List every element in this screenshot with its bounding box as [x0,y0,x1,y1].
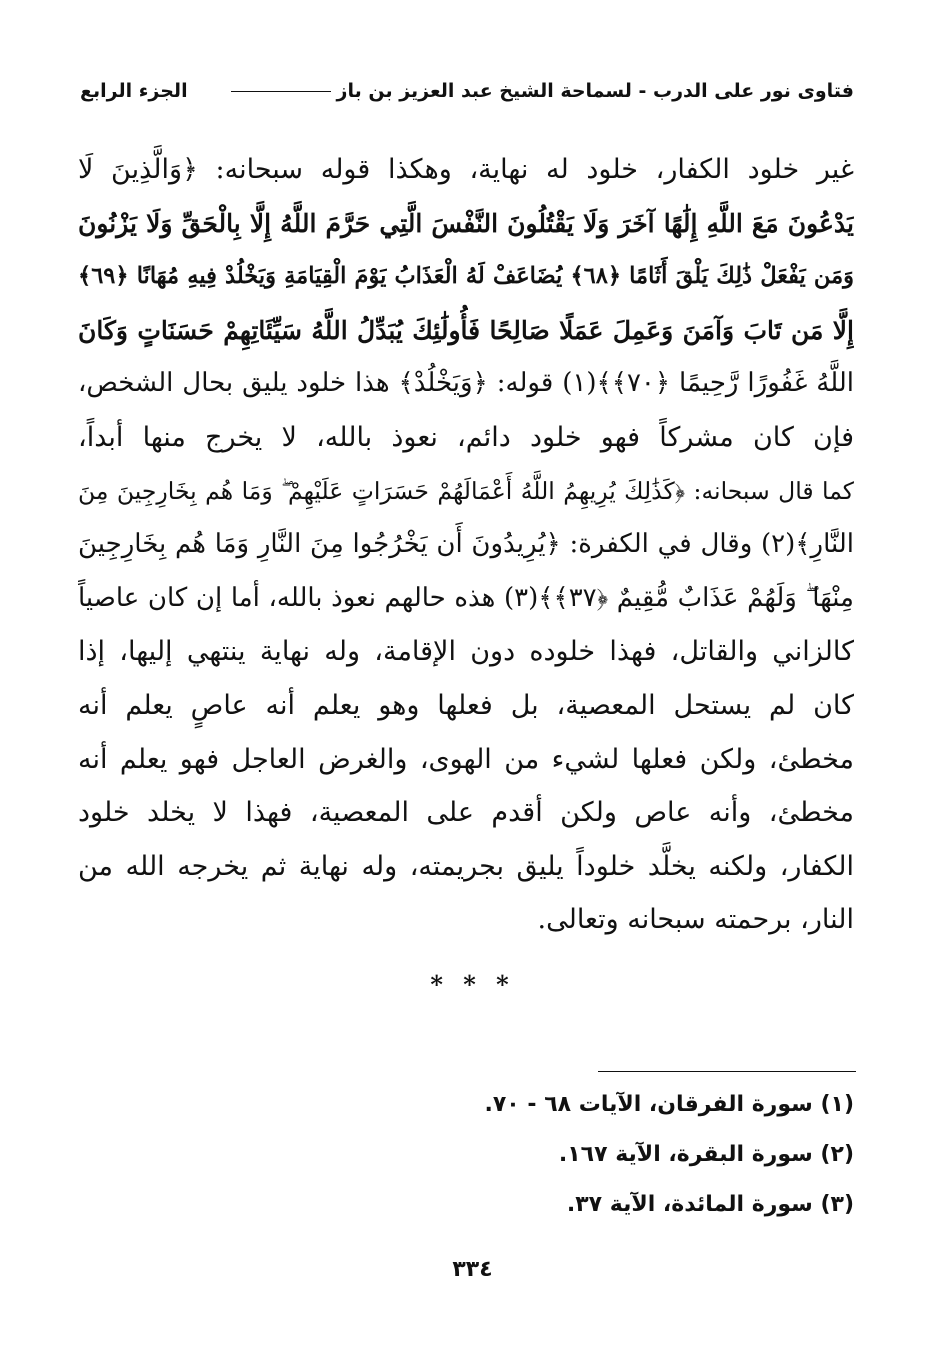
section-separator: * * * [430,970,515,999]
text-line: يَدْعُونَ مَعَ اللَّهِ إِلَٰهًا آخَرَ وَلَا يَقْتُلُونَ النَّفْسَ الَّتِي حَرَّمَ اللَّهُ إِلَّا بِالْحَقِّ وَلَا يَزْنُونَ [78,208,854,238]
main-text [78,143,854,947]
text-line: مخطئ، ولكن فعلها لشيء من الهوى، والغرض العاجل فهو يعلم أنه [78,743,854,775]
text-line: فإن كان مشركاً فهو خلود دائم، نعوذ بالله، لا يخرج منها أبداً، [78,421,854,453]
footnote: (٣) سورة المائدة، الآية ٣٧. [566,1192,854,1217]
text-line: كان لم يستحل المعصية، بل فعلها وهو يعلم أنه عاصٍ يعلم أنه [78,689,854,721]
book-title: فتاوى نور على الدرب - لسماحة الشيخ عبد العزيز بن باز [225,80,854,102]
text-line: مِنْهَا ۖ وَلَهُمْ عَذَابٌ مُّقِيمٌ ﴿٣٧﴾﴾(٣) هذه حالهم نعوذ بالله، أما إن كان عاصياً [78,582,854,613]
footnote: (١) سورة الفرقان، الآيات ٦٨ - ٧٠. [484,1092,854,1117]
text-line: مخطئ، وأنه عاص ولكن أقدم على المعصية، فهذا لا يخلد خلود [78,797,854,829]
text-line: إِلَّا مَن تَابَ وَآمَنَ وَعَمِلَ عَمَلًا صَالِحًا فَأُولَٰئِكَ يُبَدِّلُ اللَّهُ سَيِّئَاتِهِمْ حَسَنَاتٍ وَكَانَ [78,315,854,345]
text-line: كما قال سبحانه: ﴿كَذَٰلِكَ يُرِيهِمُ اللَّهُ أَعْمَالَهُمْ حَسَرَاتٍ عَلَيْهِمْ ۖ وَمَا هُم بِخَارِجِينَ مِنَ [78,476,854,505]
footnotes [78,1080,854,1230]
text-line: اللَّهُ غَفُورًا رَّحِيمًا ﴿٧٠﴾﴾(١) قوله: ﴿وَيَخْلُدْ﴾ هذا خلود يليق بحال الشخص، [78,368,854,399]
text-line: الكفار، ولكنه يخلَّد خلوداً يليق بجريمته، وله نهاية ثم يخرجه الله من [78,850,854,882]
text-line: النَّارِ﴾(٢) وقال في الكفرة: ﴿يُرِيدُونَ أَن يَخْرُجُوا مِنَ النَّارِ وَمَا هُم بِخَارِجِينَ [78,529,854,560]
text-line: غير خلود الكفار، خلود له نهاية، وهكذا قوله سبحانه: ﴿وَالَّذِينَ لَا [78,154,854,185]
text-line: وَمَن يَفْعَلْ ذَٰلِكَ يَلْقَ أَثَامًا ﴿٦٨﴾ يُضَاعَفْ لَهُ الْعَذَابُ يَوْمَ الْقِيَامَةِ وَيَخْلُدْ فِيهِ مُهَانًا ﴿٦٩﴾ [78,263,854,290]
footnote-rule [598,1071,856,1072]
footnote: (٢) سورة البقرة، الآية ١٦٧. [558,1142,854,1167]
part-label: الجزء الرابع [80,80,188,102]
text-line: النار، برحمته سبحانه وتعالى. [537,904,854,936]
header-rule [231,91,331,92]
text-line: كالزاني والقاتل، فهذا خلوده دون الإقامة، وله نهاية ينتهي إليها، إذا [78,636,854,668]
page-number: ٣٣٤ [452,1257,493,1282]
